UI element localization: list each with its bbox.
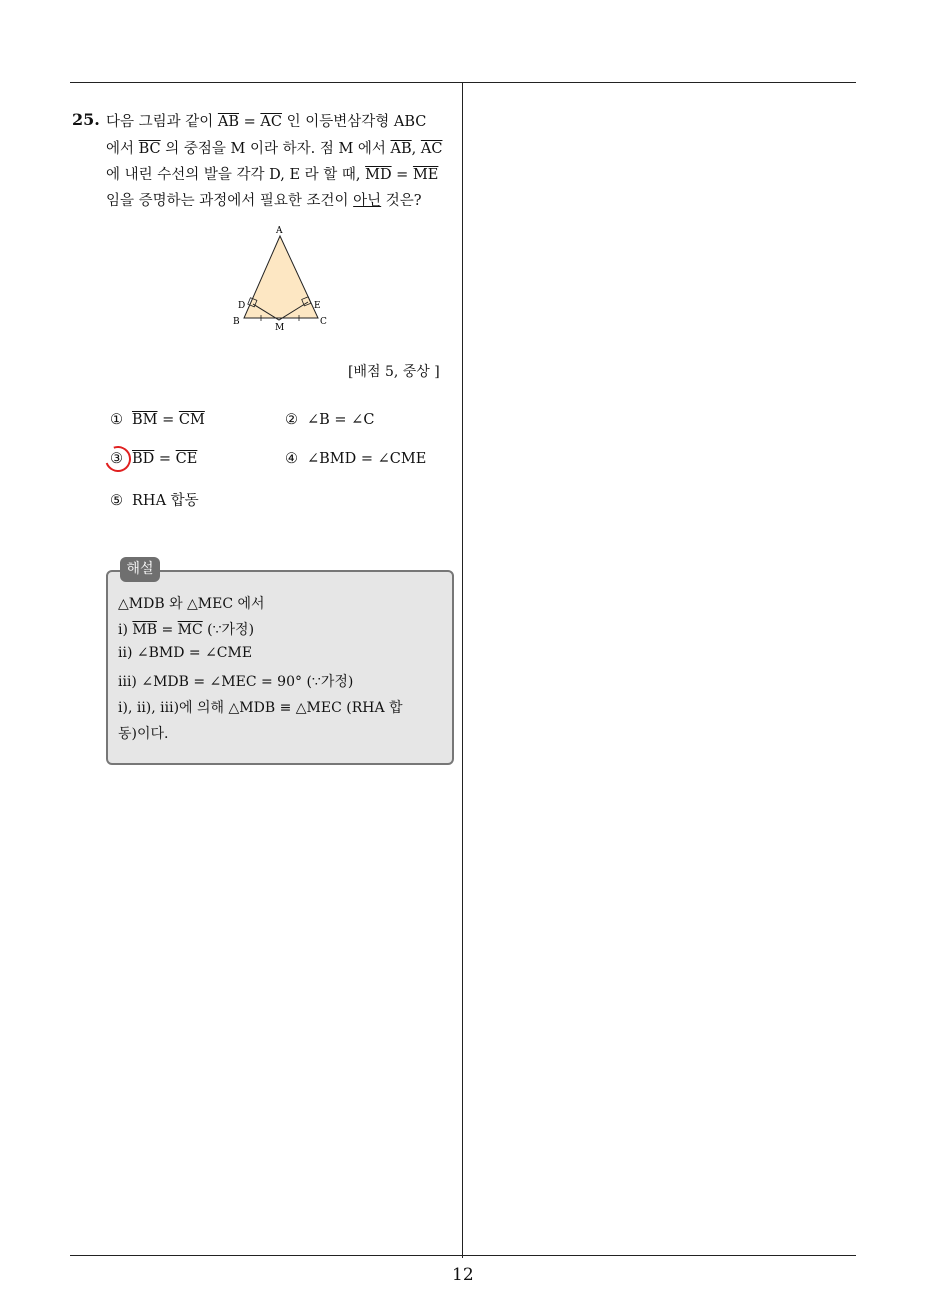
label-b: B bbox=[233, 317, 240, 327]
question-line-3: 에 내린 수선의 발을 각각 D, E 라 할 때, $\overline{MD} = \overline{ME}$ bbox=[106, 167, 439, 183]
choice-5[interactable]: ⑤ RHA 합동 bbox=[110, 493, 199, 509]
solution-line-3: ⅱ) ∠BMD = ∠CME bbox=[118, 645, 253, 661]
solution-line-6: 동)이다. bbox=[118, 726, 169, 742]
page-number: 12 bbox=[452, 1265, 474, 1285]
score-label: [배점 5, 중상 ] bbox=[348, 364, 440, 380]
triangle-figure bbox=[224, 222, 334, 341]
column-divider bbox=[462, 82, 463, 1258]
bottom-rule bbox=[70, 1255, 856, 1256]
question-line-4: 임을 증명하는 과정에서 필요한 조건이 아닌 것은? bbox=[106, 193, 422, 209]
top-rule bbox=[70, 82, 856, 83]
question-line-2: 에서 $\overline{BC}$ 의 중점을 M 이라 하자. 점 M 에서 $\overline{AB}$, $\overline{AC}$ bbox=[106, 141, 443, 157]
solution-line-2: ⅰ) $\overline{MB} = \overline{MC}$ (∵가정) bbox=[118, 622, 255, 638]
choice-2[interactable]: ② ∠B = ∠C bbox=[285, 412, 375, 428]
solution-line-5: ⅰ), ⅱ), ⅲ)에 의해 △MDB ≡ △MEC (RHA 합 bbox=[118, 700, 403, 716]
label-d: D bbox=[238, 301, 246, 311]
answer-mark bbox=[101, 442, 136, 477]
choice-1[interactable]: ① $\overline{BM} = \overline{CM}$ bbox=[110, 412, 205, 428]
question-number: 25. bbox=[72, 110, 100, 129]
choice-4[interactable]: ④ ∠BMD = ∠CME bbox=[285, 451, 427, 467]
solution-line-4: ⅲ) ∠MDB = ∠MEC = 90° (∵가정) bbox=[118, 674, 354, 690]
label-m: M bbox=[275, 323, 285, 333]
choice-3[interactable]: ③ $\overline{BD} = \overline{CE}$ bbox=[110, 451, 198, 467]
solution-line-1: △MDB 와 △MEC 에서 bbox=[118, 596, 265, 612]
solution-tag: 해설 bbox=[120, 557, 160, 582]
label-c: C bbox=[320, 317, 327, 327]
question-line-1: 다음 그림과 같이 $\overline{AB} = \overline{AC}$ 인 이등변삼각형 ABC bbox=[106, 114, 427, 130]
label-a: A bbox=[276, 226, 283, 236]
label-e: E bbox=[314, 301, 321, 311]
